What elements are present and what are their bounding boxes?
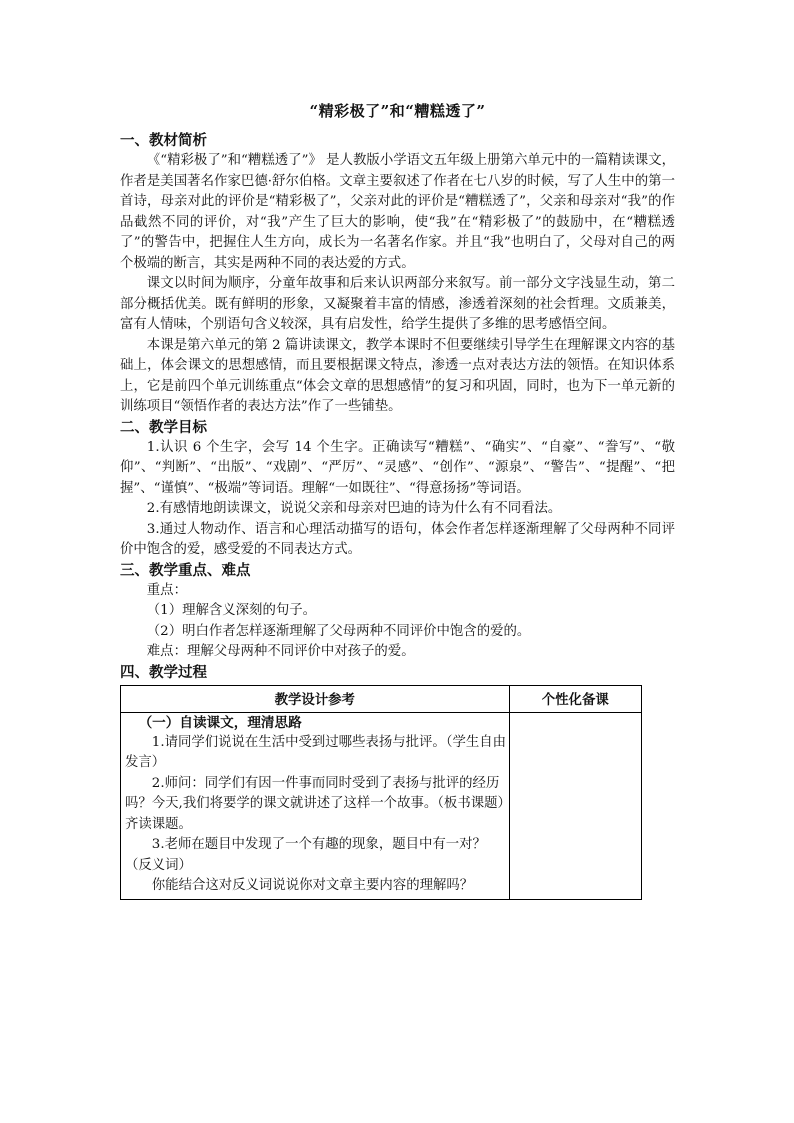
column-header-notes: 个性化备课 — [509, 685, 641, 712]
column-header-design: 教学设计参考 — [121, 685, 510, 712]
goal-1: 1.认识 6 个生字，会写 14 个生字。正确读写“糟糕”、“确实”、“自豪”、“誊写”、“敬仰”、“判断”、“出版”、“戏剧”、“严厉”、“灵感”、“创作”、“源泉”、“警告”、“提醒”、“把握”、“谨慎”、“极端”等词语。理解“一如既往”、“得意扬扬”等词语。 — [120, 439, 675, 496]
step-item-4: 你能结合这对反义词说说你对文章主要内容的理解吗？ — [151, 878, 474, 893]
section-heading-analysis: 一、教材简析 — [120, 133, 207, 149]
personal-notes-cell[interactable] — [509, 712, 641, 899]
step-item-1: 1.请同学们说说在生活中受到过哪些表扬与批评。（学生自由发言） — [125, 734, 507, 770]
table-row — [121, 712, 642, 899]
keypoint-2: （2）明白作者怎样逐渐理解了父母两种不同评价中饱含的爱的。 — [146, 623, 531, 639]
analysis-paragraph-1: 《“精彩极了”和“糟糕透了”》 是人教版小学语文五年级上册第六单元中的一篇精读课文，作者是美国著名作家巴德·舒尔伯格。文章主要叙述了作者在七八岁的时候，写了人生中的第一首诗，母亲对此的评价是“精彩极了”，父亲对此的评价是“糟糕透了”，父亲和母亲对“我”的作品截然不同的评价，对“我”产生了巨大的影响，使“我”在“精彩极了”的鼓励中，在“糟糕透了”的警告中，把握住人生方向，成长为一名著名作家。并且“我”也明白了，父母对自己的两个极端的断言，其实是两种不同的表达爱的方式。 — [120, 153, 675, 271]
document-page — [120, 100, 675, 900]
keypoint-1: （1）理解含义深刻的句子。 — [146, 603, 317, 618]
step-item-3: 3.老师在题目中发现了一个有趣的现象，题目中有一对？（反义词） — [125, 837, 486, 873]
design-cell — [121, 712, 510, 899]
step-title: （一）自读课文，理清思路 — [138, 714, 302, 731]
analysis-paragraph-3: 本课是第六单元的第 2 篇讲读课文，教学本课时不但要继续引导学生在理解课文内容的基础上，体会课文的思想感情，而且要根据课文特点，渗透一点对表达方法的领悟。在知识体系上，它是前四个单元训练重点“体会文章的思想感情”的复习和巩固，同时，也为下一单元新的训练项目“领悟作者的表达方法”作了一些铺垫。 — [120, 337, 675, 414]
section-heading-keypoints: 三、教学重点、难点 — [120, 562, 251, 579]
table-header-row — [121, 685, 642, 712]
step-item-2: 2.师问：同学们有因一件事而同时受到了表扬与批评的经历吗？今天,我们将要学的课文就讲述了这样一个故事。（板书课题）齐读课题。 — [125, 775, 505, 832]
teaching-process-table — [120, 685, 642, 900]
keypoint-label: 重点： — [146, 582, 187, 598]
section-heading-process: 四、教学过程 — [120, 664, 207, 681]
analysis-paragraph-2: 课文以时间为顺序，分童年故事和后来认识两部分来叙写。前一部分文字浅显生动，第二部分概括优美。既有鲜明的形象，又凝聚着丰富的情感，渗透着深刻的社会哲理。文质兼美，富有人情味，个别语句含义较深，具有启发性，给学生提供了多维的思考感悟空间。 — [120, 276, 675, 332]
goal-2: 2.有感情地朗读课文，说说父亲和母亲对巴迪的诗为什么有不同看法。 — [146, 501, 562, 516]
section-heading-goals: 二、教学目标 — [120, 419, 207, 436]
document-title: “精彩极了”和“糟糕透了” — [309, 102, 486, 120]
goal-3: 3.通过人物动作、语言和心理活动描写的语句，体会作者怎样逐渐理解了父母两种不同评价中饱含的爱，感受爱的不同表达方式。 — [120, 521, 675, 557]
difficulty: 难点：理解父母两种不同评价中对孩子的爱。 — [146, 644, 415, 659]
